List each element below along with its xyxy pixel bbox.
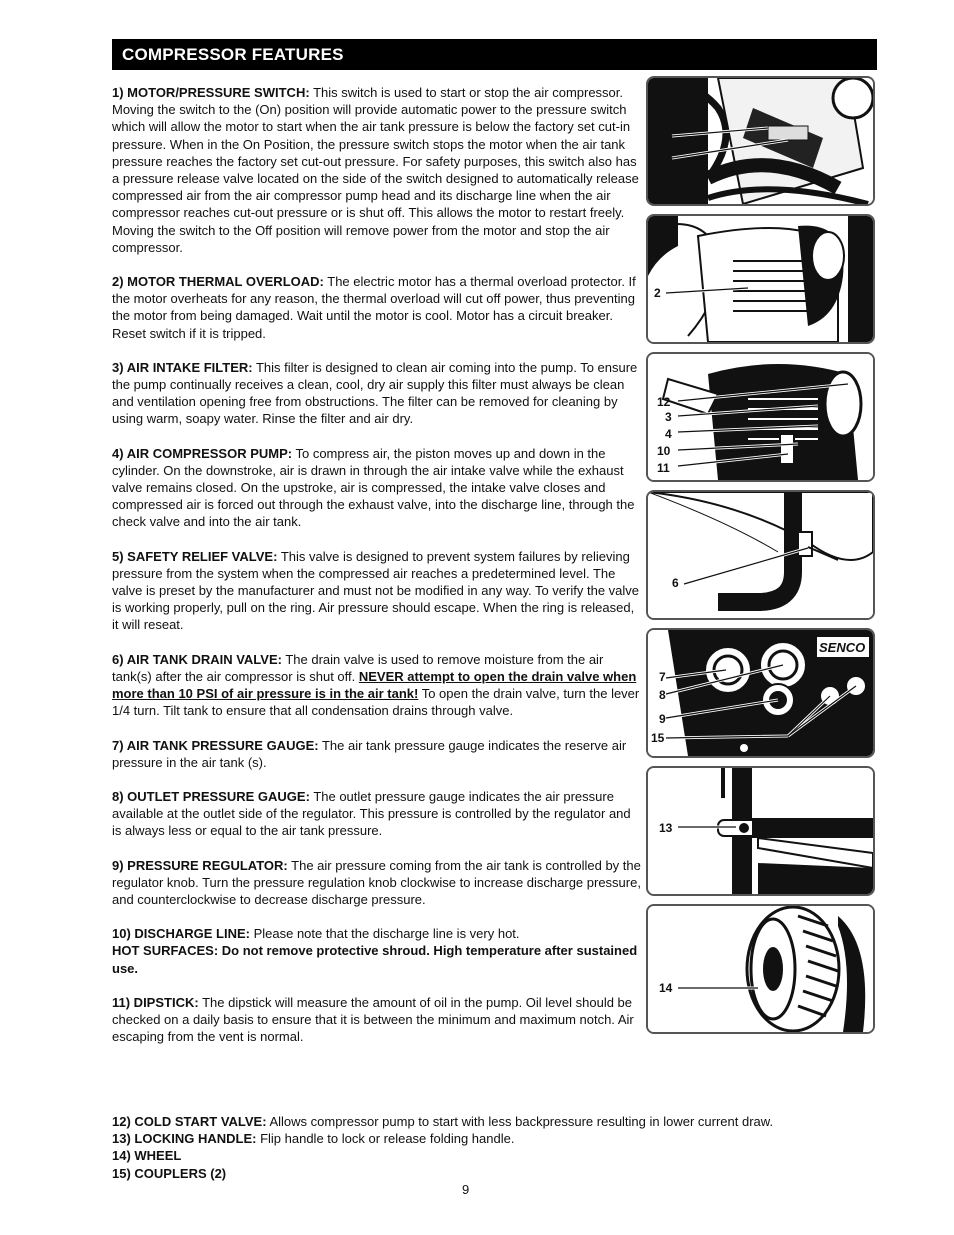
pressure-switch-illustration (648, 78, 873, 204)
feature-description: The electric motor has a thermal overload protector. If the motor overheats for any reason, the thermal overload will cut off power, thus preventing the motor from being damaged. Wait until the motor is cool. Motor has a circuit breaker. Reset switch if it is tripped. (112, 274, 636, 341)
figure-pump-head (646, 352, 875, 482)
feature-title: 5) SAFETY RELIEF VALVE: (112, 548, 278, 564)
figure-drain-valve (646, 490, 875, 620)
feature-title: 2) MOTOR THERMAL OVERLOAD: (112, 274, 324, 290)
feature-description: The drain valve is used to remove moisture from the air tank(s) after the air compressor is shut off. (112, 651, 604, 684)
feature-title: 3) AIR INTAKE FILTER: (112, 359, 253, 375)
feature-description: This valve is designed to prevent system failures by relieving pressure from the system when the compressed air reaches a predetermined level. The valve is preset by the manufacturer and must not be modified in any way. To verify the valve is working properly, pull on the ring. Air pressure should escape. When the ring is released, it will reseat. (112, 548, 640, 633)
figure-wheel (646, 904, 875, 1034)
feature-description: This switch is used to start or stop the air compressor. Moving the switch to the (On) position will provide automatic power to the pressure switch which will allow the motor to start when the air tank pressure is below the factory set cut-in pressure. When in the On Position, the pressure switch stops the motor when the air tank pressure reaches the factory set cut-out pressure. For safety purposes, this switch also has a pressure release valve located on the side of the switch designed to automatically release compressed air from the air compressor pump head and its discharge line when the air compressor reaches cut-out pressure or is shut off. This allows the motor to restart freely. Moving the switch to the Off position will remove power from the motor and stop the air compressor. (112, 85, 639, 255)
callout-label: 2 (654, 286, 661, 300)
feature-description: The outlet pressure gauge indicates the air pressure available at the outlet side of the regulator. This pressure is controlled by the regulator and is always less or equal to the air tank pressure. (112, 788, 631, 839)
feature-dipstick (112, 994, 642, 1046)
figure-pressure-switch (646, 76, 875, 206)
feature-title: 8) OUTLET PRESSURE GAUGE: (112, 788, 310, 804)
callout-label: 11 (657, 461, 670, 475)
figure-control-panel (646, 628, 875, 758)
feature-air-tank-drain-valve (112, 651, 642, 720)
callout-label: 3 (665, 410, 672, 424)
feature-description: The air pressure coming from the air tank is controlled by the regulator knob. Turn the pressure regulation knob clockwise to increase discharge pressure, and counterclockwise to decrease discharge pressure. (112, 857, 641, 907)
feature-pressure-regulator (112, 857, 642, 909)
figure-locking-handle (646, 766, 875, 896)
feature-title: 9) PRESSURE REGULATOR: (112, 857, 288, 873)
section-header-bar (112, 39, 877, 70)
handle-illustration (648, 768, 873, 894)
feature-title: 12) COLD START VALVE: (112, 1114, 267, 1129)
feature-title: 7) AIR TANK PRESSURE GAUGE: (112, 737, 319, 753)
feature-motor-pressure-switch (112, 84, 642, 256)
feature-title: 15) COUPLERS (2) (112, 1165, 227, 1181)
feature-title: 13) LOCKING HANDLE: (112, 1131, 257, 1147)
callout-label: 12 (657, 395, 671, 409)
section-title: COMPRESSOR FEATURES (122, 45, 344, 64)
feature-discharge-line (112, 925, 642, 977)
features-text-column (112, 84, 642, 1062)
features-tail-list (112, 1113, 872, 1182)
feature-outlet-pressure-gauge (112, 788, 642, 840)
callout-label: 5 (659, 130, 666, 144)
feature-description: Allows compressor pump to start with less backpressure resulting in lower current draw. (269, 1114, 774, 1129)
feature-air-tank-pressure-gauge (112, 737, 642, 771)
feature-wheel (112, 1147, 872, 1164)
brand-logo: SENCO (819, 640, 866, 655)
drain-valve-warning: NEVER attempt to open the drain valve when more than 10 PSI of air pressure is in the air tank! (112, 668, 637, 702)
pump-head-illustration (648, 354, 873, 480)
feature-air-compressor-pump (112, 445, 642, 531)
callout-label: 9 (659, 712, 666, 726)
feature-motor-thermal-overload (112, 273, 642, 342)
air-tank-illustration (648, 492, 873, 618)
feature-description: To compress air, the piston moves up and down in the cylinder. On the downstroke, air is drawn in through the air intake valve while the exhaust valve remains closed. On the upstroke, air is compressed, the intake valve closes and compressed air is forced out through the exhaust valve, into the discharge line, through the check valve and into the air tank. (112, 445, 635, 530)
page-number: 9 (462, 1182, 470, 1197)
figure-thermal-overload (646, 214, 875, 344)
callout-label: 14 (659, 981, 673, 995)
callout-label: 6 (672, 576, 679, 590)
feature-title: 6) AIR TANK DRAIN VALVE: (112, 651, 282, 667)
feature-title: 10) DISCHARGE LINE: (112, 926, 250, 942)
feature-locking-handle (112, 1130, 872, 1147)
feature-description: The air tank pressure gauge indicates the reserve air pressure in the air tank (s). (112, 737, 627, 770)
hot-surfaces-warning: HOT SURFACES: Do not remove protective shroud. High temperature after sustained use. (112, 943, 638, 976)
feature-description: Flip handle to lock or release folding handle. (260, 1131, 515, 1147)
callout-label: 4 (665, 427, 672, 441)
feature-title: 14) WHEEL (112, 1148, 182, 1164)
feature-air-intake-filter (112, 359, 642, 428)
callout-label: 15 (651, 731, 665, 745)
feature-cold-start-valve (112, 1113, 872, 1130)
feature-safety-relief-valve (112, 548, 642, 634)
callout-label: 10 (657, 444, 671, 458)
callout-label: 8 (659, 688, 666, 702)
wheel-illustration (648, 906, 873, 1032)
feature-description: Please note that the discharge line is very hot. (253, 926, 520, 942)
feature-title: 11) DIPSTICK: (112, 994, 199, 1010)
motor-illustration (648, 216, 873, 342)
feature-title: 4) AIR COMPRESSOR PUMP: (112, 445, 293, 461)
callout-label: 7 (659, 670, 666, 684)
feature-couplers (112, 1165, 872, 1182)
feature-description: The dipstick will measure the amount of oil in the pump. Oil level should be checked on a daily basis to ensure that it is between the minimum and maximum notch. Air escaping from the vent is normal. (112, 994, 634, 1045)
callout-label: 13 (659, 821, 673, 835)
callout-label: 1 (659, 151, 666, 165)
feature-description: This filter is designed to clean air coming into the pump. To ensure the pump continually receives a clean, cool, dry air supply this filter must always be clean and ventilation opening free from obstructions. The filter can be removed for cleaning by using warm, soapy water. Rinse the filter and air dry. (112, 359, 638, 427)
feature-description-continued: To open the drain valve, turn the lever 1/4 turn. Tilt tank to ensure that all condensation drains through valve. (112, 686, 640, 719)
feature-title: 1) MOTOR/PRESSURE SWITCH: (112, 85, 310, 100)
